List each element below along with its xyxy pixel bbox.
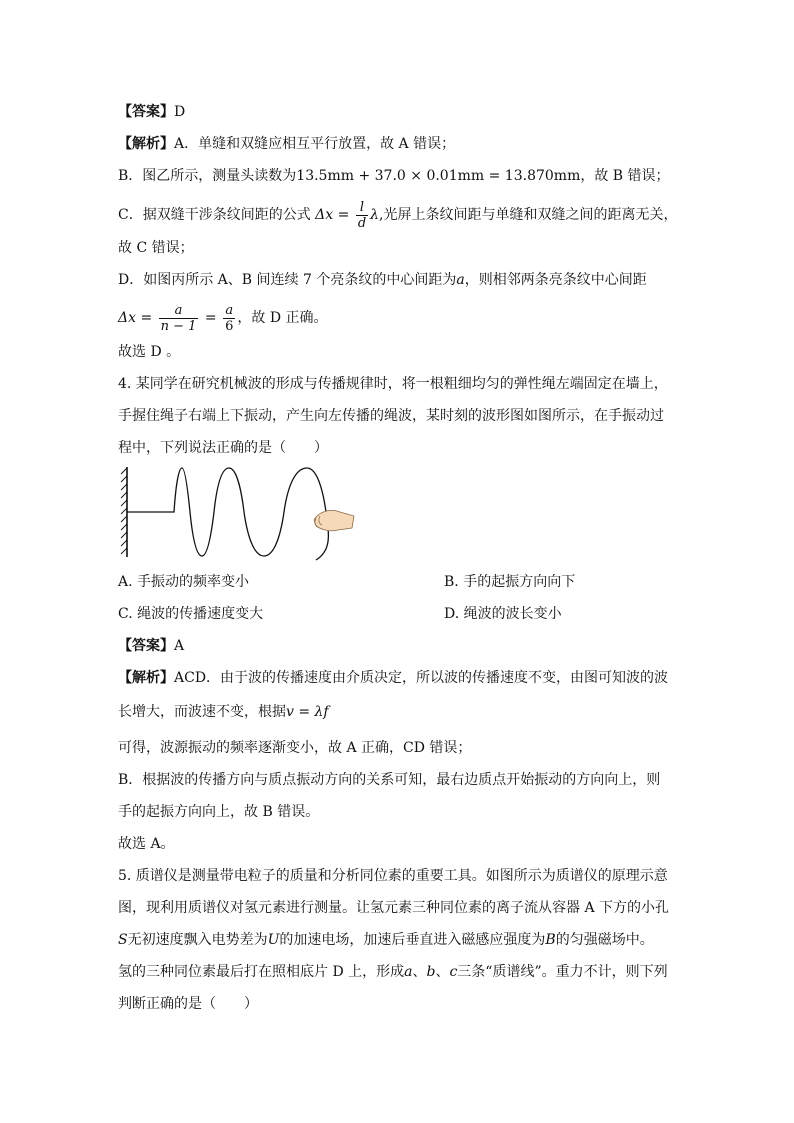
question-text: 5. 质谱仪是测量带电粒子的质量和分析同位素的重要工具。如图所示为质谱仪的原理示意 (118, 868, 668, 884)
option-c (118, 604, 263, 624)
analysis-text: 长增大，而波速不变，根据 (118, 704, 286, 720)
analysis-line-c-cont (118, 238, 194, 258)
wave-formula: v = λf (286, 704, 329, 720)
analysis-line-c (118, 196, 677, 234)
question-text: 无初速度飘入电势差为 (127, 932, 268, 948)
reading-formula: 13.5mm + 37.0 × 0.01mm = 13.870mm (296, 168, 581, 184)
analysis-c-end: ,光屏上条纹间距与单缝和双缝之间的距离无关， (379, 207, 678, 223)
analysis-line-b (118, 166, 670, 186)
analysis-b-text: B．图乙所示，测量头读数为 (118, 168, 297, 184)
separator: 、 (435, 964, 450, 980)
question-5-line-1 (118, 866, 668, 886)
option-a-text: A. 手振动的频率变小 (118, 574, 250, 590)
option-d (444, 604, 562, 624)
variable-b: B (545, 932, 556, 948)
analysis-text: ACD．由于波的传播速度由介质决定，所以波的传播速度不变，由图可知波的波 (174, 670, 669, 686)
fraction-numerator: a (159, 303, 199, 319)
question-5-line-4 (118, 962, 668, 982)
answer-label: 【答案】 (118, 638, 174, 654)
question-5-line-3 (118, 930, 654, 950)
fraction-l-over-d (356, 200, 368, 231)
question-text: 图，现利用质谱仪对氢元素进行测量。让氢元素三种同位素的离子流从容器 A 下方的小孔 (118, 900, 670, 916)
analysis-line-a (118, 134, 455, 154)
answer-line-q3 (118, 102, 185, 122)
question-text: 氢的三种同位素最后打在照相底片 D 上，形成 (118, 964, 405, 980)
fraction-a-over-n-minus-1 (159, 303, 199, 334)
question-text: 三条“质谱线”。重力不计，则下列 (457, 964, 668, 980)
separator: 、 (412, 964, 427, 980)
fraction-numerator: a (223, 303, 235, 319)
analysis-text: 手的起振方向向上，故 B 错误。 (118, 804, 320, 820)
variable-a: a (456, 272, 465, 288)
analysis-d-end: ，故 D 正确。 (237, 310, 328, 326)
rope-wave (127, 468, 328, 560)
analysis-d-mid: ，则相邻两条亮条纹中心间距 (464, 272, 647, 288)
conclusion-q3 (118, 342, 180, 362)
fraction-numerator: l (356, 200, 368, 216)
analysis-d-text: D．如图丙所示 A、B 间连续 7 个亮条纹的中心间距为 (118, 272, 457, 288)
variable-u: U (267, 932, 280, 948)
question-text: 的加速电场，加速后垂直进入磁感应强度为 (279, 932, 546, 948)
delta-x-symbol: Δx = (118, 310, 153, 326)
question-text: 的匀强磁场中。 (555, 932, 654, 948)
option-b (444, 572, 575, 592)
question-4-line-3 (118, 438, 328, 458)
conclusion-text: 故选 D 。 (118, 344, 181, 360)
analysis4-line-4 (118, 770, 660, 790)
analysis-c-continuation: 故 C 错误； (118, 240, 194, 256)
analysis-a-text: A．单缝和双缝应相互平行放置，故 A 错误； (174, 136, 456, 152)
variable-s: S (118, 932, 128, 948)
question-text: 4. 某同学在研究机械波的形成与传播规律时，将一根粗细均匀的弹性绳左端固定在墙上， (118, 376, 668, 392)
question-text: 程中，下列说法正确的是（ ） (118, 440, 328, 456)
equals-sign: = (204, 310, 217, 326)
analysis-b-end: ，故 B 错误； (580, 168, 670, 184)
variable-b: b (426, 964, 436, 980)
option-a (118, 572, 249, 592)
analysis-c-text: C．据双缝干涉条纹间距的公式 (118, 207, 311, 223)
conclusion-q4 (118, 834, 175, 854)
variable-a: a (404, 964, 413, 980)
analysis-text: 可得，波源振动的频率逐渐变小，故 A 正确，CD 错误； (118, 740, 472, 756)
fraction-denominator: 6 (225, 318, 234, 334)
analysis-text: B．根据波的传播方向与质点振动方向的关系可知，最右边质点开始振动的方向向上，则 (118, 772, 661, 788)
question-5-line-5 (118, 994, 258, 1014)
question-4-line-2 (118, 406, 664, 426)
question-4-line-1 (118, 374, 668, 394)
analysis-label: 【解析】 (118, 136, 174, 152)
answer-value: A (174, 638, 185, 654)
option-b-text: B. 手的起振方向向下 (444, 574, 576, 590)
analysis4-line-2 (118, 702, 329, 722)
delta-x-symbol: Δx = (315, 207, 350, 223)
wall-hatching (121, 468, 127, 554)
wave-figure (118, 462, 358, 562)
answer-value: D (174, 104, 186, 120)
lambda-symbol: λ (370, 207, 380, 223)
analysis-line-d (118, 270, 647, 290)
question-text: 判断正确的是（ ） (118, 996, 258, 1012)
answer-label: 【答案】 (118, 104, 174, 120)
conclusion-text: 故选 A。 (118, 836, 175, 852)
option-c-text: C. 绳波的传播速度变大 (118, 606, 264, 622)
answer-line-q4 (118, 636, 184, 656)
analysis4-line-3 (118, 738, 471, 758)
question-text: 手握住绳子右端上下振动，产生向左传播的绳波，某时刻的波形图如图所示，在手振动过 (118, 408, 664, 424)
fraction-denominator: n − 1 (160, 318, 197, 334)
variable-c: c (449, 964, 458, 980)
analysis-line-d-formula (118, 298, 328, 338)
analysis4-line-5 (118, 802, 319, 822)
hand-icon (314, 510, 354, 530)
fraction-a-over-6 (223, 303, 235, 334)
question-5-line-2 (118, 898, 669, 918)
analysis4-line-1 (118, 668, 668, 688)
analysis-label: 【解析】 (118, 670, 174, 686)
option-d-text: D. 绳波的波长变小 (444, 606, 562, 622)
fraction-denominator: d (357, 215, 367, 231)
